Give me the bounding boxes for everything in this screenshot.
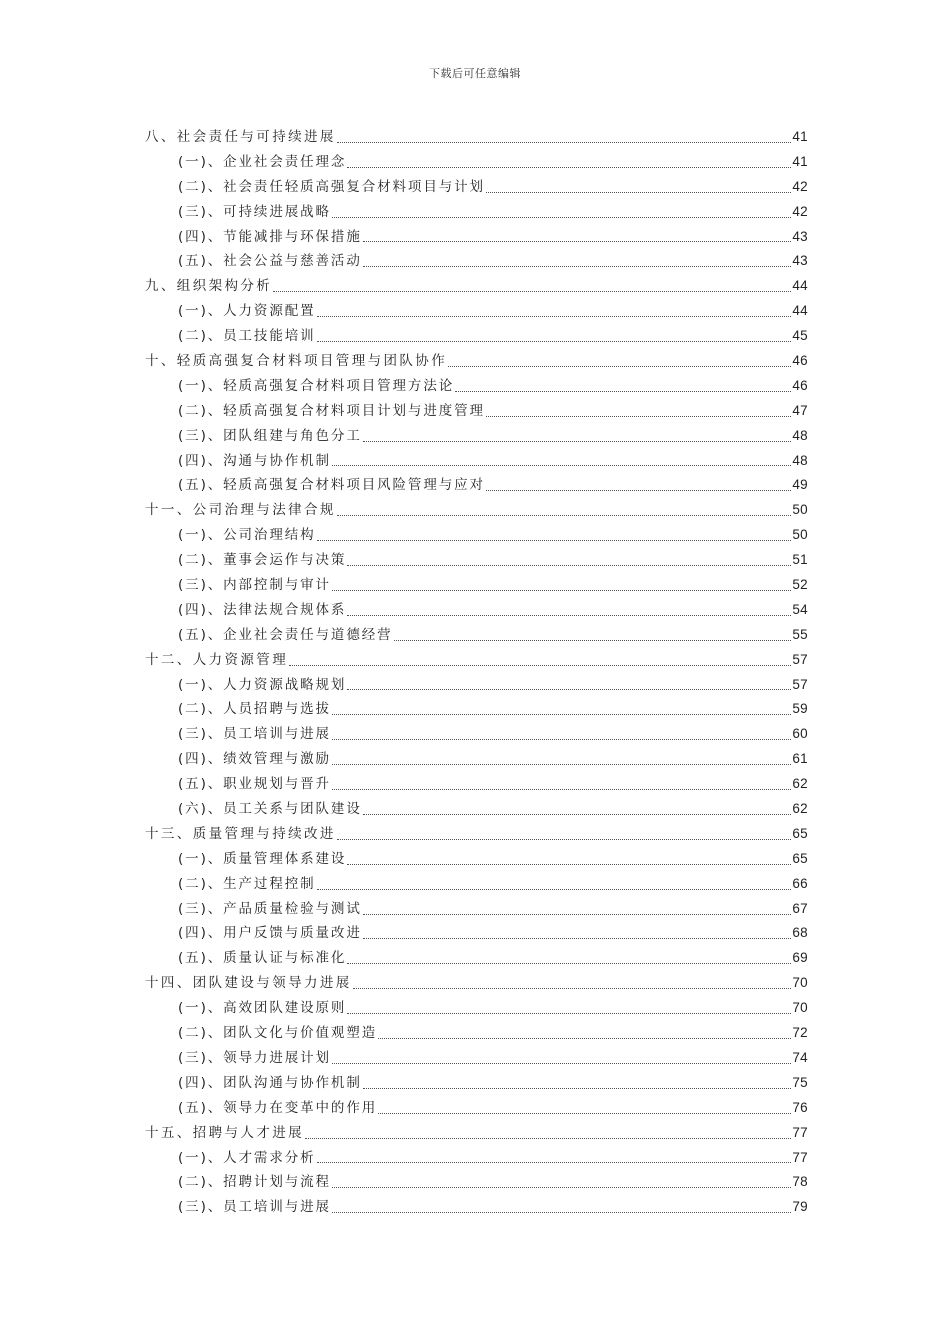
toc-page-number: 74 [792, 1049, 808, 1065]
toc-page-number: 62 [792, 801, 808, 817]
toc-chapter-entry[interactable] [145, 971, 808, 996]
toc-entry-title: (一)、质量管理体系建设 [178, 850, 347, 867]
toc-chapter-entry[interactable] [145, 125, 808, 150]
toc-page-number: 41 [792, 153, 808, 169]
toc-page-number: 43 [792, 253, 808, 269]
toc-dot-leader [332, 464, 791, 466]
toc-dot-leader [448, 365, 791, 367]
toc-dot-leader [378, 1037, 791, 1039]
toc-page-number: 41 [792, 128, 808, 144]
toc-section-entry[interactable] [145, 598, 808, 623]
toc-entry-title: (三)、员工培训与进展 [178, 726, 331, 743]
toc-entry-title: 十、轻质高强复合材料项目管理与团队协作 [145, 353, 448, 369]
toc-entry-title: 九、组织架构分析 [145, 278, 273, 295]
toc-page-number: 68 [792, 925, 808, 941]
toc-page-number: 43 [792, 228, 808, 244]
toc-section-entry[interactable] [145, 847, 808, 872]
toc-entry-title: (四)、沟通与协作机制 [178, 452, 331, 469]
toc-dot-leader [378, 1112, 791, 1114]
toc-page-number: 48 [792, 452, 808, 468]
toc-page-number: 45 [792, 328, 808, 344]
toc-dot-leader [289, 664, 791, 666]
toc-section-entry[interactable] [145, 747, 808, 772]
toc-page-number: 70 [792, 975, 808, 991]
toc-dot-leader [332, 589, 791, 591]
toc-entry-title: (五)、轻质高强复合材料项目风险管理与应对 [178, 477, 485, 494]
toc-page-number: 50 [792, 527, 808, 543]
toc-dot-leader [347, 863, 791, 865]
toc-dot-leader [317, 315, 792, 317]
toc-dot-leader [337, 838, 792, 840]
toc-section-entry[interactable] [145, 399, 808, 424]
toc-entry-title: (一)、公司治理结构 [178, 527, 316, 544]
toc-page-number: 57 [792, 676, 808, 692]
toc-dot-leader [332, 738, 791, 740]
toc-page-number: 61 [792, 751, 808, 767]
toc-entry-title: (六)、员工关系与团队建设 [178, 801, 362, 818]
toc-section-entry[interactable] [145, 200, 808, 225]
toc-section-entry[interactable] [145, 523, 808, 548]
toc-page-number: 79 [792, 1199, 808, 1215]
toc-page-number: 54 [792, 601, 808, 617]
toc-dot-leader [332, 763, 791, 765]
toc-chapter-entry[interactable] [145, 822, 808, 847]
toc-page-number: 76 [792, 1099, 808, 1115]
toc-section-entry[interactable] [145, 548, 808, 573]
toc-dot-leader [363, 440, 792, 442]
toc-entry-title: (五)、企业社会责任与道德经营 [178, 626, 393, 643]
toc-chapter-entry[interactable] [145, 274, 808, 299]
toc-section-entry[interactable] [145, 797, 808, 822]
toc-entry-title: (三)、可持续进展战略 [178, 203, 331, 220]
toc-dot-leader [363, 813, 792, 815]
toc-page-number: 46 [792, 377, 808, 393]
toc-entry-title: (三)、内部控制与审计 [178, 577, 331, 594]
toc-dot-leader [363, 265, 792, 267]
toc-entry-title: (二)、生产过程控制 [178, 875, 316, 892]
toc-entry-title: (二)、轻质高强复合材料项目计划与进度管理 [178, 402, 485, 419]
toc-section-entry[interactable] [145, 922, 808, 947]
toc-entry-title: (三)、员工培训与进展 [178, 1199, 331, 1216]
toc-page-number: 65 [792, 850, 808, 866]
toc-dot-leader [455, 390, 791, 392]
toc-page-number: 72 [792, 1025, 808, 1041]
toc-page-number: 52 [792, 577, 808, 593]
toc-entry-title: (一)、人才需求分析 [178, 1149, 316, 1166]
toc-page-number: 42 [792, 178, 808, 194]
toc-page-number: 49 [792, 477, 808, 493]
toc-dot-leader [337, 141, 792, 143]
toc-section-entry[interactable] [145, 249, 808, 274]
toc-section-entry[interactable] [145, 299, 808, 324]
toc-entry-title: 十五、招聘与人才进展 [145, 1124, 304, 1141]
toc-dot-leader [317, 888, 792, 890]
toc-page-number: 50 [792, 502, 808, 518]
toc-dot-leader [347, 564, 791, 566]
toc-dot-leader [363, 240, 792, 242]
toc-dot-leader [353, 987, 792, 989]
toc-dot-leader [337, 514, 792, 516]
toc-page-number: 47 [792, 402, 808, 418]
toc-page-number: 48 [792, 427, 808, 443]
toc-dot-leader [347, 614, 791, 616]
toc-entry-title: (一)、人力资源战略规划 [178, 676, 347, 693]
toc-page-number: 77 [792, 1149, 808, 1165]
toc-entry-title: (二)、招聘计划与流程 [178, 1174, 331, 1191]
toc-entry-title: (二)、社会责任轻质高强复合材料项目与计划 [178, 178, 485, 195]
toc-entry-title: (一)、高效团队建设原则 [178, 1000, 347, 1017]
toc-section-entry[interactable] [145, 1046, 808, 1071]
toc-entry-title: (三)、产品质量检验与测试 [178, 900, 362, 917]
toc-page-number: 62 [792, 776, 808, 792]
toc-entry-title: (二)、员工技能培训 [178, 328, 316, 345]
toc-page-number: 67 [792, 900, 808, 916]
toc-page-number: 55 [792, 626, 808, 642]
toc-dot-leader [486, 415, 791, 417]
toc-section-entry[interactable] [145, 897, 808, 922]
toc-page-number: 65 [792, 825, 808, 841]
toc-dot-leader [317, 340, 792, 342]
toc-section-entry[interactable] [145, 175, 808, 200]
toc-section-entry[interactable] [145, 1146, 808, 1171]
toc-section-entry[interactable] [145, 1096, 808, 1121]
toc-section-entry[interactable] [145, 673, 808, 698]
toc-dot-leader [332, 1062, 791, 1064]
toc-dot-leader [347, 962, 791, 964]
toc-entry-title: (二)、董事会运作与决策 [178, 552, 347, 569]
toc-chapter-entry[interactable] [145, 648, 808, 673]
toc-page-number: 60 [792, 726, 808, 742]
toc-page-number: 44 [792, 303, 808, 319]
toc-page-number: 78 [792, 1174, 808, 1190]
toc-section-entry[interactable] [145, 697, 808, 722]
toc-entry-title: (三)、团队组建与角色分工 [178, 427, 362, 444]
toc-section-entry[interactable] [145, 872, 808, 897]
toc-entry-title: (二)、人员招聘与选拔 [178, 701, 331, 718]
toc-dot-leader [347, 1012, 791, 1014]
toc-page-number: 66 [792, 875, 808, 891]
toc-page-number: 70 [792, 1000, 808, 1016]
toc-dot-leader [332, 216, 791, 218]
table-of-contents [145, 125, 808, 1220]
toc-entry-title: (四)、绩效管理与激励 [178, 751, 331, 768]
toc-entry-title: (五)、质量认证与标准化 [178, 950, 347, 967]
toc-dot-leader [305, 1137, 791, 1139]
toc-entry-title: (一)、企业社会责任理念 [178, 153, 347, 170]
toc-chapter-entry[interactable] [145, 498, 808, 523]
toc-entry-title: (五)、职业规划与晋升 [178, 776, 331, 793]
toc-entry-title: 八、社会责任与可持续进展 [145, 128, 336, 145]
toc-entry-title: (四)、法律法规合规体系 [178, 601, 347, 618]
toc-section-entry[interactable] [145, 150, 808, 175]
toc-section-entry[interactable] [145, 1195, 808, 1220]
toc-section-entry[interactable] [145, 623, 808, 648]
toc-dot-leader [486, 489, 791, 491]
toc-chapter-entry[interactable] [145, 349, 808, 374]
toc-dot-leader [317, 539, 792, 541]
toc-entry-title: (四)、团队沟通与协作机制 [178, 1074, 362, 1091]
toc-entry-title: 十三、质量管理与持续改进 [145, 825, 336, 842]
toc-page-number: 44 [792, 278, 808, 294]
toc-page-number: 42 [792, 203, 808, 219]
toc-dot-leader [394, 639, 792, 641]
toc-dot-leader [363, 1087, 792, 1089]
toc-page-number: 59 [792, 701, 808, 717]
page-header: 下载后可任意编辑 [429, 67, 521, 80]
toc-section-entry[interactable] [145, 1170, 808, 1195]
toc-page-number: 51 [792, 552, 808, 568]
toc-page-number: 77 [792, 1124, 808, 1140]
toc-chapter-entry[interactable] [145, 1121, 808, 1146]
toc-dot-leader [347, 166, 791, 168]
toc-section-entry[interactable] [145, 449, 808, 474]
toc-dot-leader [317, 1161, 792, 1163]
toc-entry-title: (四)、节能减排与环保措施 [178, 228, 362, 245]
toc-section-entry[interactable] [145, 324, 808, 349]
toc-page-number: 69 [792, 950, 808, 966]
toc-section-entry[interactable] [145, 1021, 808, 1046]
toc-section-entry[interactable] [145, 722, 808, 747]
toc-dot-leader [332, 788, 791, 790]
toc-entry-title: (一)、轻质高强复合材料项目管理方法论 [178, 377, 455, 394]
toc-entry-title: (五)、领导力在变革中的作用 [178, 1099, 378, 1116]
toc-dot-leader [332, 1186, 791, 1188]
toc-dot-leader [332, 1211, 791, 1213]
toc-entry-title: (三)、领导力进展计划 [178, 1049, 331, 1066]
toc-dot-leader [363, 937, 792, 939]
toc-section-entry[interactable] [145, 225, 808, 250]
toc-entry-title: 十二、人力资源管理 [145, 651, 289, 668]
toc-entry-title: (一)、人力资源配置 [178, 303, 316, 320]
toc-section-entry[interactable] [145, 374, 808, 399]
toc-section-entry[interactable] [145, 573, 808, 598]
toc-entry-title: (五)、社会公益与慈善活动 [178, 253, 362, 270]
toc-dot-leader [273, 290, 791, 292]
toc-dot-leader [486, 191, 791, 193]
toc-section-entry[interactable] [145, 424, 808, 449]
toc-dot-leader [332, 713, 791, 715]
toc-entry-title: (四)、用户反馈与质量改进 [178, 925, 362, 942]
toc-entry-title: 十一、公司治理与法律合规 [145, 502, 336, 519]
toc-entry-title: (二)、团队文化与价值观塑造 [178, 1025, 378, 1042]
toc-dot-leader [363, 913, 792, 915]
toc-entry-title: 十四、团队建设与领导力进展 [145, 975, 352, 992]
toc-page-number: 46 [792, 353, 808, 368]
toc-section-entry[interactable] [145, 772, 808, 797]
toc-section-entry[interactable] [145, 946, 808, 971]
toc-page-number: 57 [792, 651, 808, 667]
toc-dot-leader [347, 688, 791, 690]
toc-page-number: 75 [792, 1074, 808, 1090]
toc-section-entry[interactable] [145, 996, 808, 1021]
toc-section-entry[interactable] [145, 473, 808, 498]
toc-section-entry[interactable] [145, 1071, 808, 1096]
